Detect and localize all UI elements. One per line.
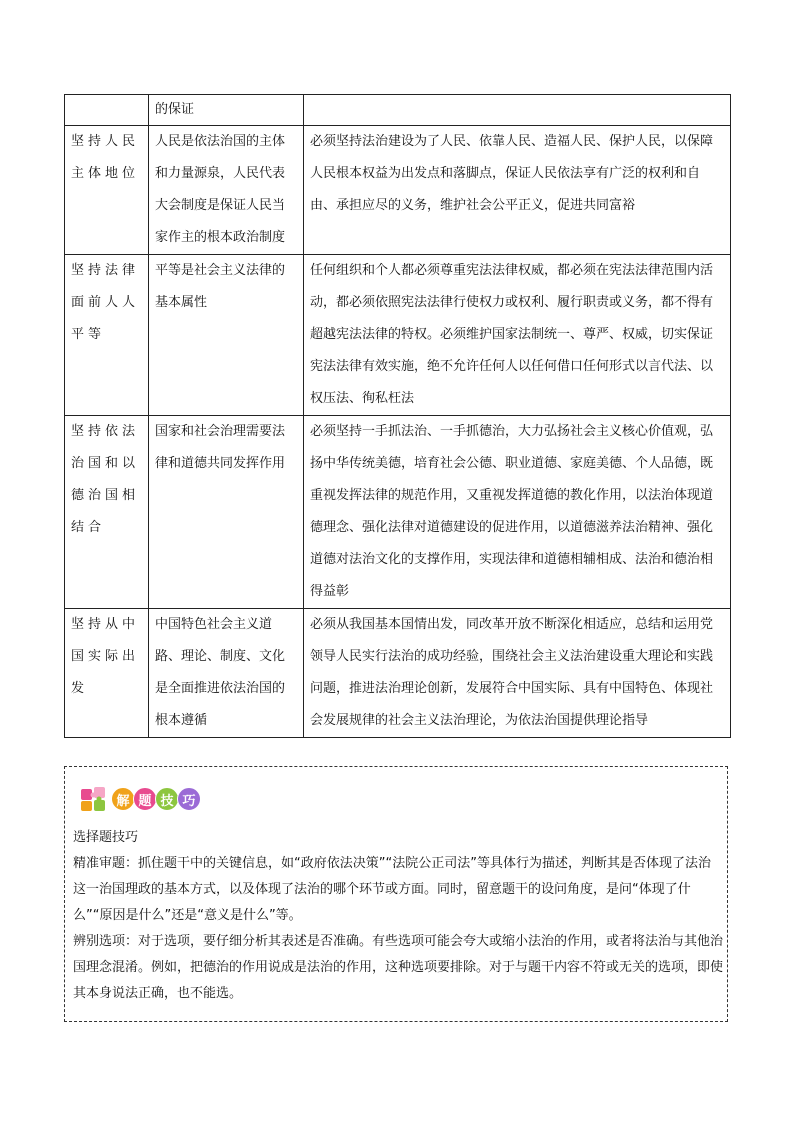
table-row [65,126,731,255]
reason-cell: 人民是依法治国的主体和力量源泉，人民代表大会制度是保证人民当家作主的根本政治制度 [149,126,304,255]
principle-cell [65,95,149,126]
table-row [65,95,731,126]
table-row [65,255,731,416]
badge-char-4: 巧 [177,787,201,811]
principles-table [64,94,731,738]
reason-cell: 平等是社会主义法律的基本属性 [149,255,304,416]
reason-cell: 国家和社会治理需要法律和道德共同发挥作用 [149,416,304,609]
tips-paragraph: 辨别选项：对于选项，要仔细分析其表述是否准确。有些选项可能会夸大或缩小法治的作用，或者将法治与其他治国理念混淆。例如，把德治的作用说成是法治的作用，这种选项要排除。对于与题干内容不符或无关的选项，即使其本身说法正确，也不能选。 [73,934,724,1001]
requirement-cell: 必须坚持一手抓法治、一手抓德治，大力弘扬社会主义核心价值观，弘扬中华传统美德，培育社会公德、职业道德、家庭美德、个人品德，既重视发挥法律的规范作用，又重视发挥道德的教化作用，以法治体现道德理念、强化法律对道德建设的促进作用，以道德滋养法治精神、强化道德对法治文化的支撑作用，实现法律和道德相辅相成、法治和德治相得益彰 [304,416,731,609]
reason-cell: 中国特色社会主义道路、理论、制度、文化是全面推进依法治国的根本遵循 [149,609,304,738]
requirement-cell: 必须坚持法治建设为了人民、依靠人民、造福人民、保护人民，以保障人民根本权益为出发点和落脚点，保证人民依法享有广泛的权利和自由、承担应尽的义务，维护社会公平正义，促进共同富裕 [304,126,731,255]
badge-char-3: 技 [155,787,179,811]
requirement-cell: 必须从我国基本国情出发，同改革开放不断深化相适应，总结和运用党领导人民实行法治的成功经验，围绕社会主义法治建设重大理论和实践问题，推进法治理论创新，发展符合中国实际、具有中国特色、体现社会发展规律的社会主义法治理论，为依法治国提供理论指导 [304,609,731,738]
tips-paragraph: 精准审题：抓住题干中的关键信息，如“政府依法决策”“法院公正司法”等具体行为描述，判断其是否体现了法治这一治国理政的基本方式，以及体现了法治的哪个环节或方面。同时，留意题干的设问角度，是问“体现了什么”“原因是什么”还是“意义是什么”等。 [73,856,711,923]
tips-badge [79,785,201,813]
reason-cell: 的保证 [149,95,304,126]
principle-cell: 坚持从中国实际出发 [65,609,149,738]
requirement-cell [304,95,731,126]
principle-cell: 坚持依法治国和以德治国相结合 [65,416,149,609]
badge-char-2: 题 [133,787,157,811]
tips-heading: 选择题技巧 [73,830,139,845]
principle-cell: 坚持人民主体地位 [65,126,149,255]
table-row [65,416,731,609]
puzzle-icon [79,785,109,813]
table-row [65,609,731,738]
badge-char-1: 解 [111,787,135,811]
principle-cell: 坚持法律面前人人平等 [65,255,149,416]
tips-body [73,825,723,1007]
requirement-cell: 任何组织和个人都必须尊重宪法法律权威，都必须在宪法法律范围内活动，都必须依照宪法法律行使权力或权利、履行职责或义务，都不得有超越宪法法律的特权。必须维护国家法制统一、尊严、权威，切实保证宪法法律有效实施，绝不允许任何人以任何借口任何形式以言代法、以权压法、徇私枉法 [304,255,731,416]
tips-box [64,766,728,1022]
